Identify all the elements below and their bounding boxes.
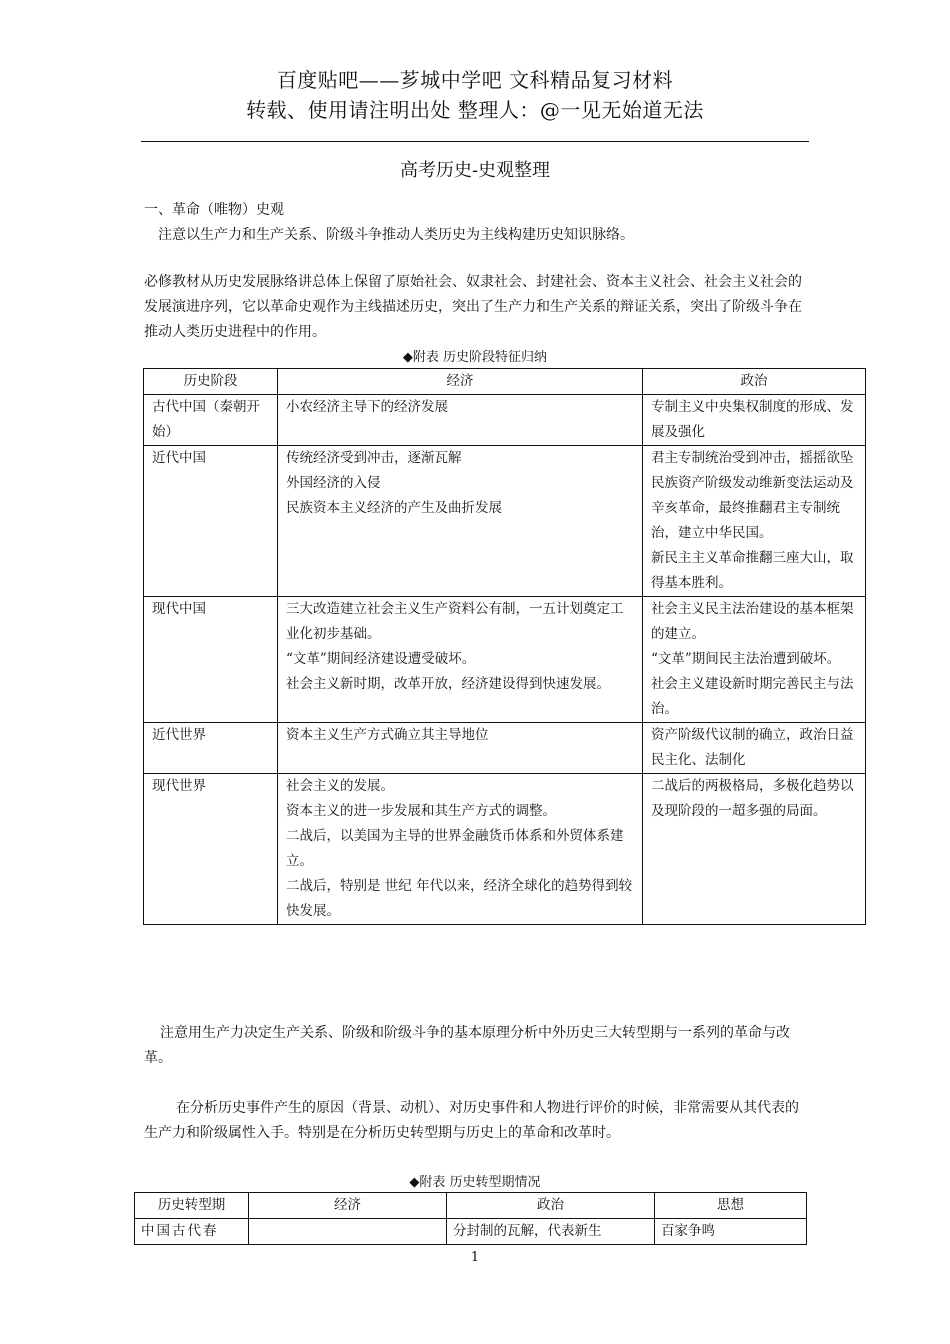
economy-line: 资本主义生产方式确立其主导地位 <box>286 727 489 743</box>
table-cell-stage: 近代中国 <box>144 446 278 597</box>
table-cell-politics <box>643 395 866 446</box>
table2-caption: ◆附表 历史转型期情况 <box>409 1175 541 1190</box>
table-cell-politics <box>643 597 866 723</box>
economy-line: 二战后，以美国为主导的世界金融货币体系和外贸体系建立。 <box>286 828 624 869</box>
economy-line: 二战后，特别是 世纪 年代以来，经济全球化的趋势得到较快发展。 <box>286 878 633 919</box>
table-cell-economy <box>278 446 643 597</box>
politics-line: 专制主义中央集权制度的形成、发展及强化 <box>651 399 854 440</box>
section-heading: 一、革命（唯物）史观 <box>144 202 284 218</box>
table-cell-politics <box>643 723 866 774</box>
economy-line: 资本主义的进一步发展和其生产方式的调整。 <box>286 803 556 819</box>
politics-line: 社会主义建设新时期完善民主与法治。 <box>651 676 854 717</box>
economy-line: 传统经济受到冲击，逐渐瓦解 <box>286 450 462 466</box>
politics-line: 新民主主义革命推翻三座大山，取得基本胜利。 <box>651 550 854 591</box>
table-row <box>144 597 866 723</box>
economy-line: 民族资本主义经济的产生及曲折发展 <box>286 500 502 516</box>
economy-line: 社会主义新时期，改革开放，经济建设得到快速发展。 <box>286 676 610 692</box>
politics-line: 社会主义民主法治建设的基本框架的建立。 <box>651 601 854 642</box>
table-cell-stage: 古代中国（秦朝开始） <box>144 395 278 446</box>
body-paragraph-3: 在分析历史事件产生的原因（背景、动机）、对历史事件和人物进行评价的时候，非常需要从其代表的生产力和阶级属性入手。特别是在分析历史转型期与历史上的革命和改革时。 <box>144 1100 799 1141</box>
table-cell-politics <box>643 774 866 925</box>
table-header-cell: 历史转型期 <box>135 1193 249 1219</box>
table-header-cell: 政治 <box>447 1193 655 1219</box>
table-header-cell: 经济 <box>249 1193 447 1219</box>
economy-line: 外国经济的入侵 <box>286 475 381 491</box>
table-cell-period: 中国古代春 <box>135 1219 249 1245</box>
table-cell-politics: 分封制的瓦解，代表新生 <box>447 1219 655 1245</box>
table-row <box>144 395 866 446</box>
table-row <box>144 446 866 597</box>
politics-line: 二战后的两极格局，多极化趋势以及现阶段的一超多强的局面。 <box>651 778 854 819</box>
table-cell-economy <box>278 597 643 723</box>
table-cell-stage: 现代世界 <box>144 774 278 925</box>
body-paragraph-1: 必修教材从历史发展脉络讲总体上保留了原始社会、奴隶社会、封建社会、资本主义社会、社会主义社会的发展演进序列，它以革命史观作为主线描述历史，突出了生产力和生产关系的辩证关系，突出了阶级斗争在推动人类历史进程中的作用。 <box>144 274 802 340</box>
politics-line: “文革”期间民主法治遭到破坏。 <box>651 651 841 667</box>
table-cell-economy <box>249 1219 447 1245</box>
intro-paragraph: 注意以生产力和生产关系、阶级斗争推动人类历史为主线构建历史知识脉络。 <box>158 227 634 243</box>
table-row <box>144 774 866 925</box>
politics-line: 民族资产阶级发动维新变法运动及辛亥革命，最终推翻君主专制统治，建立中华民国。 <box>651 475 854 541</box>
page-number: 1 <box>470 1250 480 1265</box>
header-divider <box>141 141 809 142</box>
politics-line: 君主专制统治受到冲击，摇摇欲坠 <box>651 450 854 466</box>
economy-line: 三大改造建立社会主义生产资料公有制，一五计划奠定工业化初步基础。 <box>286 601 624 642</box>
politics-line: 资产阶级代议制的确立，政治日益民主化、法制化 <box>651 727 854 768</box>
header-line-2: 转载、使用请注明出处 整理人：@一见无始道无法 <box>246 98 704 122</box>
table-header-cell: 经济 <box>278 369 643 395</box>
table-cell-thought: 百家争鸣 <box>655 1219 807 1245</box>
table-header-cell: 政治 <box>643 369 866 395</box>
table-cell-economy <box>278 774 643 925</box>
table-cell-stage: 现代中国 <box>144 597 278 723</box>
economy-line: 社会主义的发展。 <box>286 778 394 794</box>
table-cell-economy <box>278 395 643 446</box>
table1-caption: ◆附表 历史阶段特征归纳 <box>402 350 548 365</box>
transition-periods-table <box>134 1192 807 1245</box>
table-header-cell: 思想 <box>655 1193 807 1219</box>
document-title: 高考历史-史观整理 <box>399 160 551 181</box>
table-header-row <box>135 1193 807 1219</box>
table-cell-politics <box>643 446 866 597</box>
table-row <box>135 1219 807 1245</box>
header-line-1: 百度贴吧——芗城中学吧 文科精品复习材料 <box>276 68 674 92</box>
table-cell-stage: 近代世界 <box>144 723 278 774</box>
body-paragraph-2: 注意用生产力决定生产关系、阶级和阶级斗争的基本原理分析中外历史三大转型期与一系列的革命与改革。 <box>144 1025 790 1066</box>
table-cell-economy <box>278 723 643 774</box>
economy-line: “文革”期间经济建设遭受破坏。 <box>286 651 476 667</box>
table-header-row <box>144 369 866 395</box>
table-header-cell: 历史阶段 <box>144 369 278 395</box>
table-row <box>144 723 866 774</box>
economy-line: 小农经济主导下的经济发展 <box>286 399 448 415</box>
stage-features-table <box>143 368 866 925</box>
